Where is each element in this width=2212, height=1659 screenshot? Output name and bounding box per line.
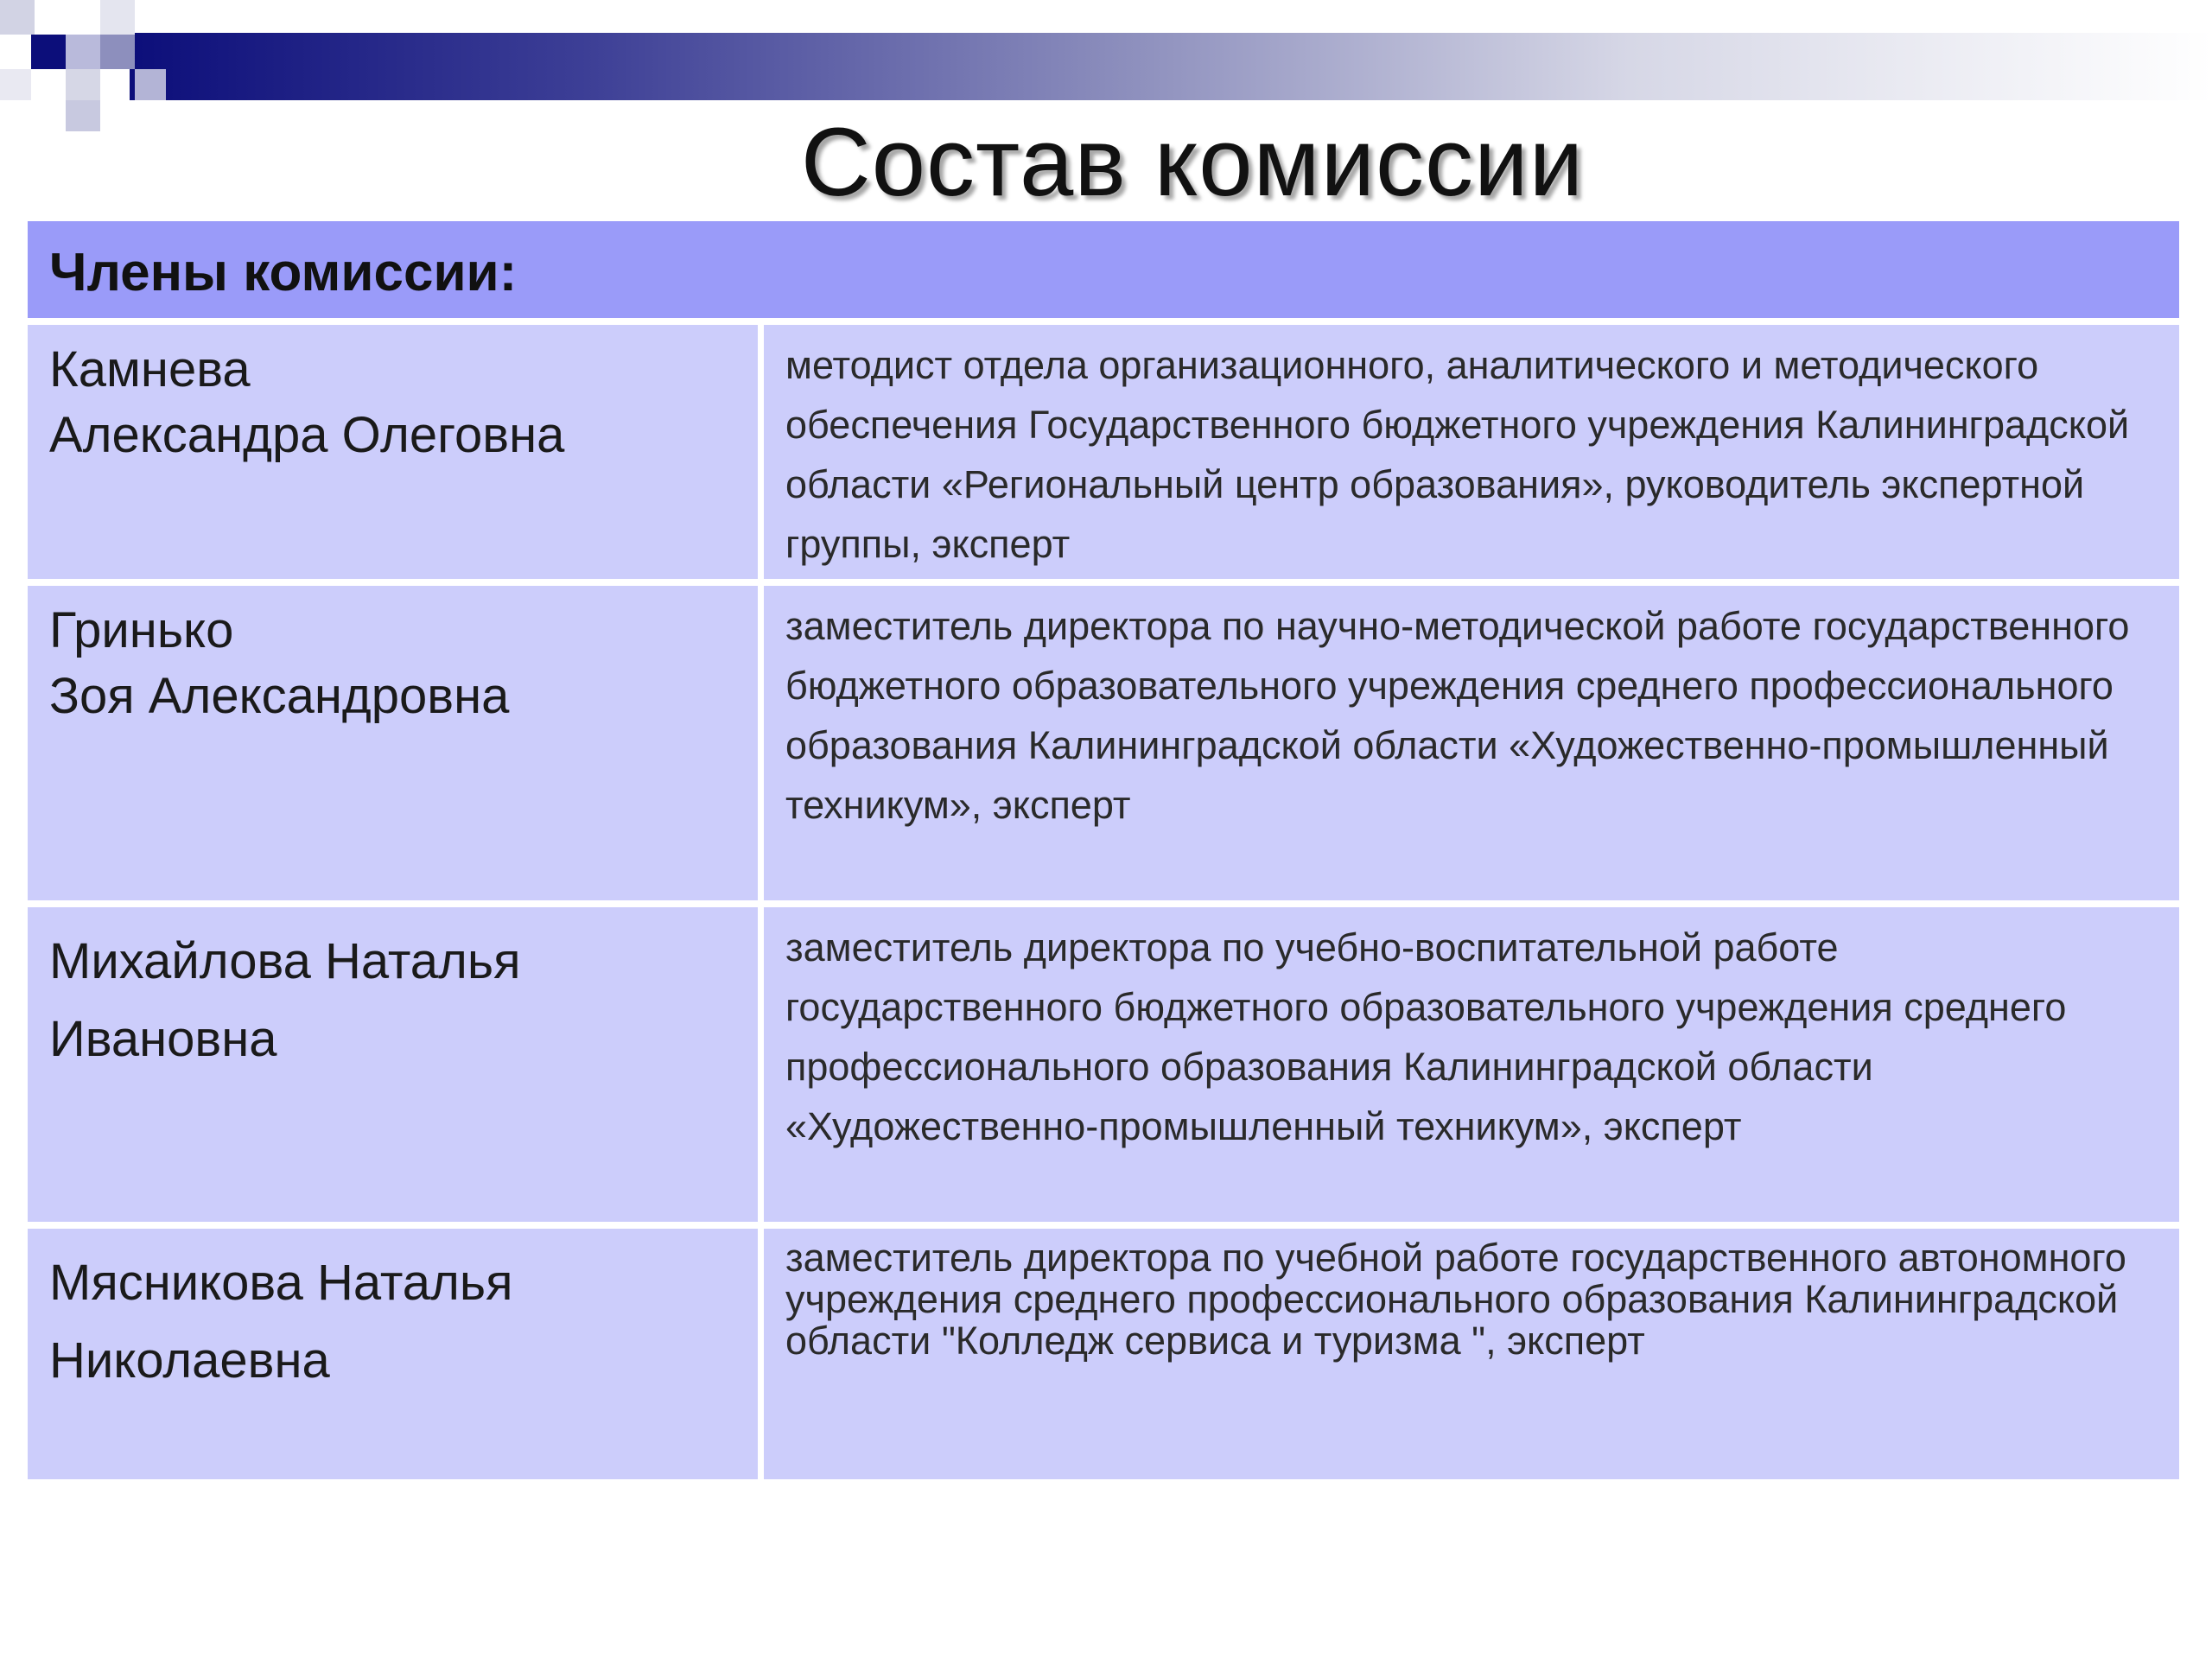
decor-square: [100, 0, 135, 35]
decor-square: [0, 0, 35, 35]
member-role: заместитель директора по научно-методической работе государственного бюджетного образовательного учреждения среднего профессионального образования Калининградской области «Художественно-промышленный техникум», эксперт: [785, 604, 2130, 827]
decor-square: [135, 69, 166, 100]
decor-square: [0, 69, 31, 100]
member-name: Камнева Александра Олеговна: [49, 341, 565, 463]
member-role: заместитель директора по учебно-воспитательной работе государственного бюджетного образовательного учреждения среднего профессионального образования Калининградской области «Художественно-промышленный техникум», эксперт: [785, 925, 2067, 1148]
members-table: [28, 221, 2179, 1479]
decor-square: [100, 35, 135, 69]
decor-square: [35, 0, 69, 35]
member-name: Михайлова Наталья Ивановна: [49, 933, 521, 1067]
table-row: [28, 1229, 2179, 1479]
table-header-label: Члены комиссии:: [49, 243, 518, 302]
table-row: [28, 325, 2179, 579]
decor-square: [66, 69, 100, 100]
member-role: методист отдела организационного, аналитического и методического обеспечения Государственного бюджетного учреждения Калининградской области «Региональный центр образования», руководитель экспертной группы, эксперт: [785, 343, 2130, 566]
member-name: Мясникова Наталья Николаевна: [49, 1255, 513, 1389]
member-name-cell: [28, 325, 758, 579]
member-name-cell: [28, 1229, 758, 1479]
member-name: Гринько Зоя Александровна: [49, 602, 510, 724]
decor-square: [31, 35, 66, 69]
gradient-band: [130, 33, 2212, 100]
member-name-cell: [28, 586, 758, 900]
member-role-cell: [764, 325, 2179, 579]
member-name-cell: [28, 907, 758, 1222]
member-role-cell: [764, 1229, 2179, 1479]
member-role-cell: [764, 907, 2179, 1222]
member-role: заместитель директора по учебной работе государственного автономного учреждения среднего профессионального образования Калининградской области "Колледж сервиса и туризма ", эксперт: [785, 1236, 2126, 1363]
member-role-cell: [764, 586, 2179, 900]
decor-square: [66, 35, 100, 69]
table-row: [28, 907, 2179, 1222]
page-title: Состав комиссии: [800, 108, 1585, 216]
table-row: [28, 586, 2179, 900]
table-header-row: [28, 221, 2179, 318]
